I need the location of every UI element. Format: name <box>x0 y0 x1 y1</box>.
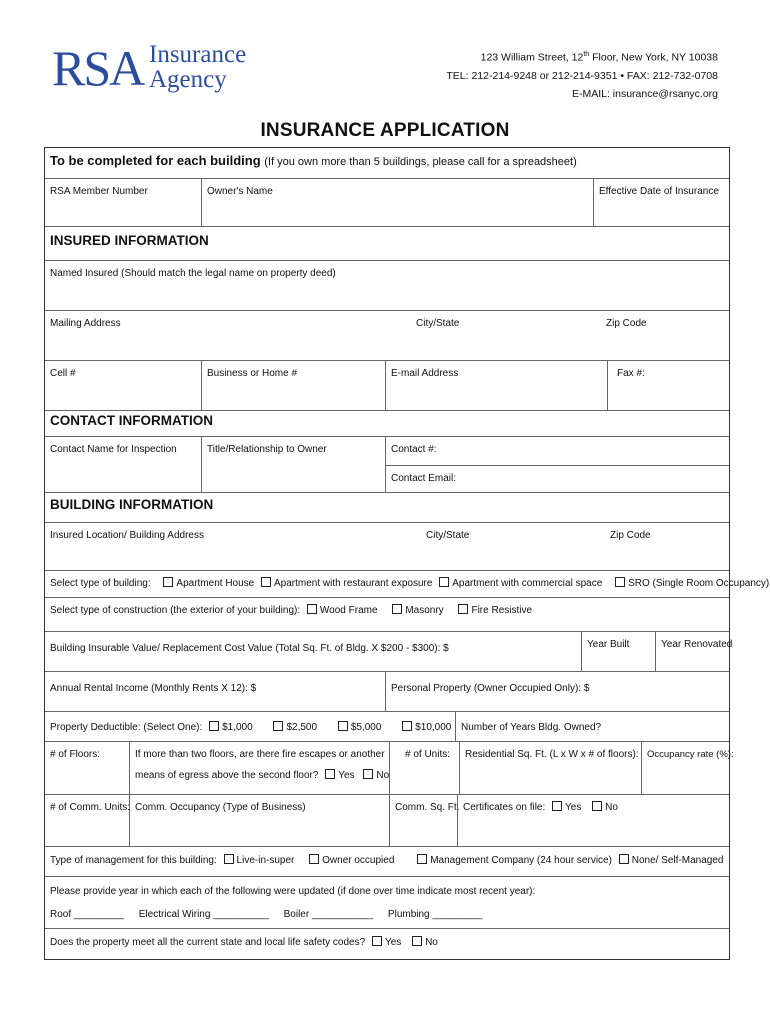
checkbox-wood-frame[interactable] <box>307 604 317 614</box>
income-row <box>45 671 729 711</box>
checkbox-certificates-yes[interactable] <box>552 801 562 811</box>
year-renovated-field[interactable]: Year Renovated <box>655 632 729 671</box>
checkbox-deductible-1000[interactable] <box>209 721 219 731</box>
address-line: 123 William Street, 12th Floor, New York, NY 10038 <box>480 51 718 64</box>
checkbox-live-in-super[interactable] <box>224 854 234 864</box>
logo-line-agency: Agency <box>149 66 227 93</box>
comm-occupancy-field[interactable]: Comm. Occupancy (Type of Business) <box>129 795 389 846</box>
management-group: Type of management for this building: Live-in-super Owner occupied Management Company (24 hour service) None/ Self-Managed <box>50 855 724 866</box>
checkbox-restaurant-exposure[interactable] <box>261 577 271 587</box>
checkbox-masonry[interactable] <box>392 604 402 614</box>
construction-row <box>45 597 729 631</box>
insured-section-title: INSURED INFORMATION <box>50 233 209 248</box>
contact-email-field[interactable]: Contact Email: <box>385 465 729 493</box>
certificates-label: Certificates on file: <box>463 802 546 813</box>
deductible-label: Property Deductible: (Select One): <box>50 722 203 733</box>
named-insured-field[interactable]: Named Insured (Should match the legal name on property deed) <box>50 268 336 279</box>
checkbox-safety-yes[interactable] <box>372 936 382 946</box>
checkbox-owner-occupied[interactable] <box>309 854 319 864</box>
checkbox-management-company[interactable] <box>417 854 427 864</box>
certificates-group: Certificates on file: Yes No <box>457 795 729 846</box>
company-logo <box>52 40 282 100</box>
building-section-title: BUILDING INFORMATION <box>50 497 214 512</box>
updates-group <box>45 877 729 928</box>
logo-agency-text <box>149 42 246 92</box>
member-row <box>45 178 729 226</box>
checkbox-egress-no[interactable] <box>363 769 373 779</box>
application-form <box>44 147 770 960</box>
management-label: Type of management for this building: <box>50 855 217 866</box>
building-type-group: Select type of building: Apartment House Apartment with restaurant exposure Apartment with commercial space SRO (Single Room Occupancy) <box>50 578 770 589</box>
checkbox-deductible-10000[interactable] <box>402 721 412 731</box>
years-owned-field[interactable]: Number of Years Bldg. Owned? <box>455 712 729 741</box>
insurable-value-field[interactable]: Building Insurable Value/ Replacement Cost Value (Total Sq. Ft. of Bldg. X $200 - $300): $ <box>50 643 449 654</box>
contact-row <box>45 436 729 492</box>
email-address-field[interactable]: E-mail Address <box>385 361 607 410</box>
occupancy-rate-field[interactable]: Occupancy rate (%): <box>641 742 729 794</box>
contact-number-field[interactable]: Contact #: <box>385 437 729 465</box>
email-line: E-MAIL: insurance@rsanyc.org <box>571 87 718 100</box>
residential-sqft-field[interactable]: Residential Sq. Ft. (L x W x # of floors): <box>459 742 641 794</box>
phone-row <box>45 360 729 410</box>
personal-property-field[interactable]: Personal Property (Owner Occupied Only): $ <box>385 672 729 711</box>
checkbox-commercial-space[interactable] <box>439 577 449 587</box>
checkbox-egress-yes[interactable] <box>325 769 335 779</box>
construction-group: Select type of construction (the exterior of your building): Wood Frame Masonry Fire Resistive <box>50 605 533 616</box>
effective-date-field[interactable]: Effective Date of Insurance <box>593 179 729 226</box>
roof-year-field[interactable]: Roof _________ <box>50 909 124 920</box>
building-location-row <box>45 522 729 570</box>
company-contact-info <box>446 46 718 103</box>
page-title: INSURANCE APPLICATION <box>260 120 510 141</box>
safety-codes-group: Does the property meet all the current state and local life safety codes? Yes No <box>50 937 438 948</box>
contact-relationship-field[interactable]: Title/Relationship to Owner <box>201 437 385 492</box>
updates-question: Please provide year in which each of the following were updated (if done over time indicate most recent year): <box>50 886 536 897</box>
comm-units-field[interactable]: # of Comm. Units: <box>50 802 131 813</box>
insurable-value-row <box>45 631 733 671</box>
units-field[interactable]: # of Units: <box>389 742 459 794</box>
checkbox-deductible-2500[interactable] <box>273 721 283 731</box>
checkbox-safety-no[interactable] <box>412 936 422 946</box>
building-city-state-field[interactable]: City/State <box>426 530 470 541</box>
form-heading-note: (If you own more than 5 buildings, please call for a spreadsheet) <box>264 156 577 168</box>
egress-question-cont: means of egress above the second floor? <box>135 770 319 781</box>
construction-label: Select type of construction (the exterior of your building): <box>50 605 301 616</box>
plumbing-year-field[interactable]: Plumbing _________ <box>387 909 483 920</box>
checkbox-sro[interactable] <box>615 577 625 587</box>
building-zip-field[interactable]: Zip Code <box>610 530 651 541</box>
business-number-field[interactable]: Business or Home # <box>201 361 385 410</box>
checkbox-deductible-5000[interactable] <box>338 721 348 731</box>
deductible-group: Property Deductible: (Select One): $1,000 $2,500 $5,000 $10,000 <box>50 722 452 733</box>
annual-rent-field[interactable]: Annual Rental Income (Monthly Rents X 12): $ <box>50 683 257 694</box>
building-address-field[interactable]: Insured Location/ Building Address <box>50 530 204 541</box>
building-type-label: Select type of building: <box>50 578 151 589</box>
insured-section-header <box>45 226 729 260</box>
form-heading: To be completed for each building <box>50 153 261 168</box>
floors-row <box>45 741 734 794</box>
year-built-field[interactable]: Year Built <box>581 632 655 671</box>
egress-group: If more than two floors, are there fire escapes or another means of egress above the second floor? Yes No <box>129 742 389 794</box>
building-section-header <box>45 492 729 522</box>
deductible-row <box>45 711 729 741</box>
updates-row <box>45 876 729 928</box>
floors-field[interactable]: # of Floors: <box>50 749 101 760</box>
contact-section-header <box>45 410 729 436</box>
electrical-year-field[interactable]: Electrical Wiring __________ <box>138 909 269 920</box>
contact-section-title: CONTACT INFORMATION <box>50 413 213 428</box>
mailing-address-field[interactable]: Mailing Address <box>50 318 121 329</box>
checkbox-certificates-no[interactable] <box>592 801 602 811</box>
egress-question: If more than two floors, are there fire escapes or another <box>135 749 385 760</box>
contact-name-field[interactable]: Contact Name for Inspection <box>50 444 177 455</box>
comm-sqft-field[interactable]: Comm. Sq. Ft. <box>389 795 457 846</box>
cell-number-field[interactable]: Cell # <box>50 368 76 379</box>
commercial-row <box>45 794 729 846</box>
management-row <box>45 846 729 876</box>
building-type-row <box>45 570 770 597</box>
form-heading-row <box>45 148 729 178</box>
logo-rsa: RSA <box>52 40 144 96</box>
safety-codes-row <box>45 928 729 959</box>
mailing-row <box>45 310 729 360</box>
checkbox-fire-resistive[interactable] <box>458 604 468 614</box>
member-number-field[interactable]: RSA Member Number <box>50 186 148 197</box>
boiler-year-field[interactable]: Boiler ___________ <box>283 909 374 920</box>
fax-number-field[interactable]: Fax #: <box>607 361 729 410</box>
owner-name-field[interactable]: Owner's Name <box>201 179 593 226</box>
insured-city-state-field[interactable]: City/State <box>416 318 460 329</box>
phone-line: TEL: 212-214-9248 or 212-214-9351 • FAX: 212-732-0708 <box>446 69 718 82</box>
checkbox-self-managed[interactable] <box>619 854 629 864</box>
insured-zip-field[interactable]: Zip Code <box>606 318 647 329</box>
logo-line-insurance: Insurance <box>149 41 247 68</box>
checkbox-apartment-house[interactable] <box>163 577 173 587</box>
safety-codes-question: Does the property meet all the current state and local life safety codes? <box>50 937 366 948</box>
named-insured-row <box>45 260 729 310</box>
